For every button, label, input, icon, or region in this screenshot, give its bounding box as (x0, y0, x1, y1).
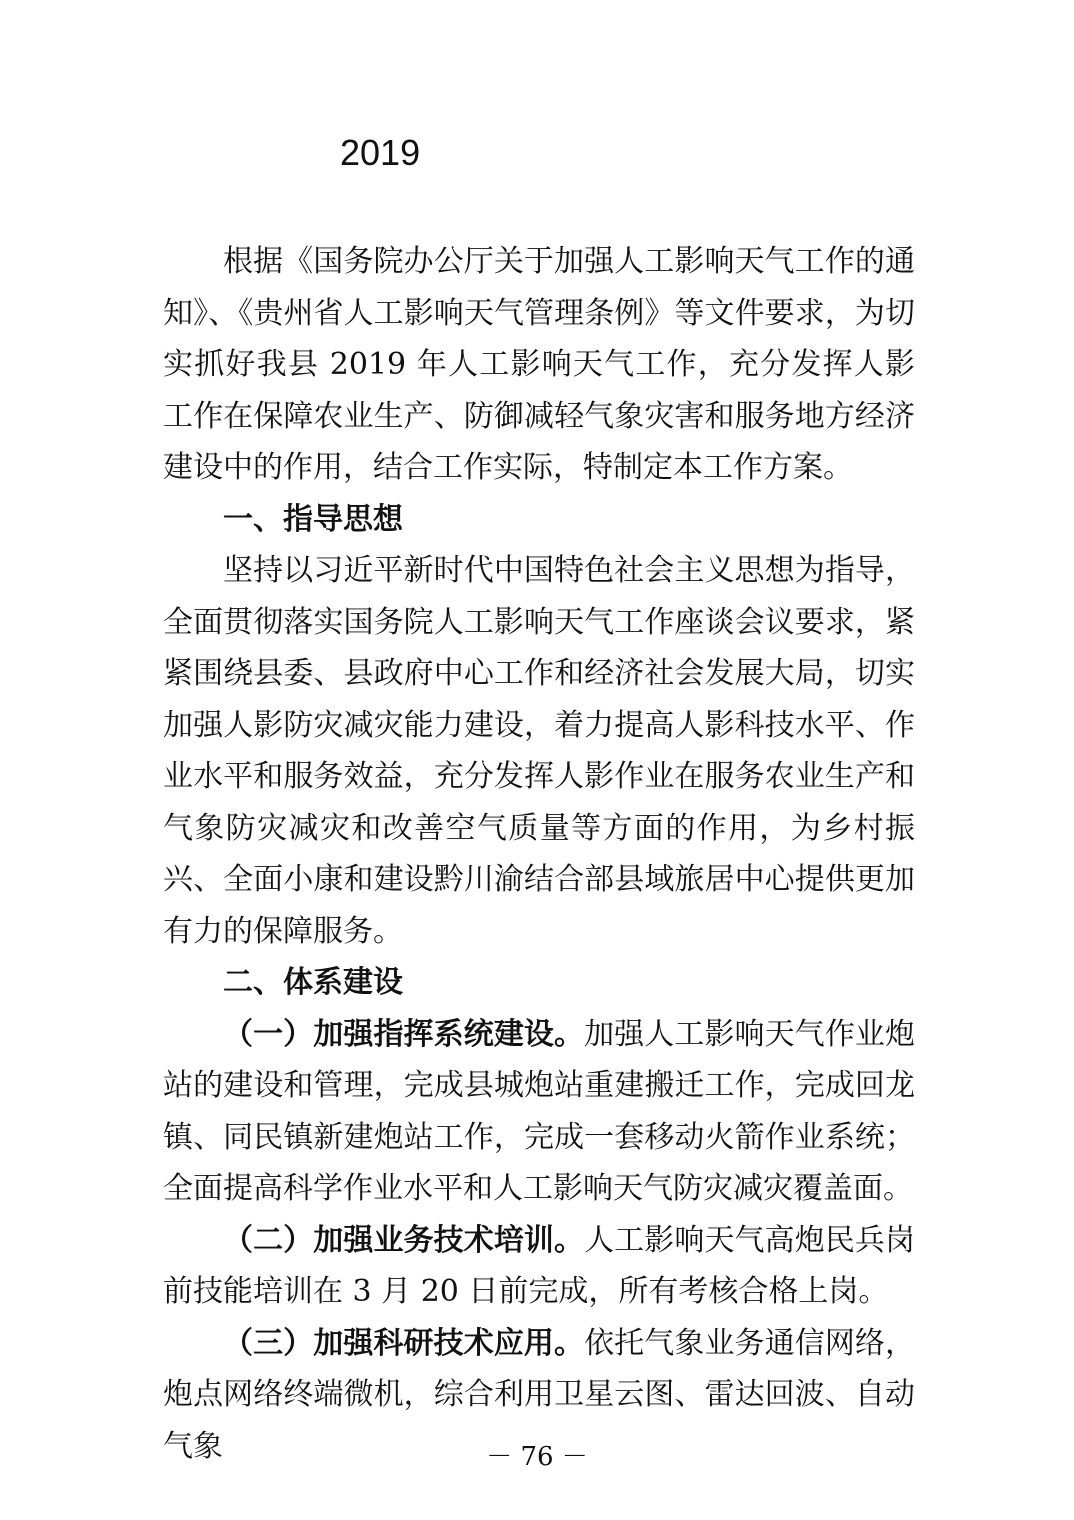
system-item-training-lead: （二）加强业务技术培训。 (223, 1222, 585, 1258)
system-item-command-lead: （一）加强指挥系统建设。 (223, 1016, 585, 1052)
page-number: － 76 － (486, 1442, 588, 1472)
system-item-research-text: 依托气象业务通信网络，炮点网络终端微机，综合利用卫星云图、雷达回波、自动气象 (163, 1325, 916, 1464)
system-item-research-lead: （三）加强科研技术应用。 (223, 1325, 585, 1361)
intro-paragraph: 根据《国务院办公厅关于加强人工影响天气工作的通知》、《贵州省人工影响天气管理条例》等文件要求，为切实抓好我县 2019 年人工影响天气工作，充分发挥人影工作在保障农业生产、防御减轻气象灾害和服务地方经济建设中的作用，结合工作实际，特制定本工作方案。 (163, 244, 915, 485)
section-heading-system-building: 二、体系建设 (223, 965, 403, 1000)
system-item-training (163, 1215, 915, 1318)
system-item-command-text: 加强人工影响天气作业炮站的建设和管理，完成县城炮站重建搬迁工作，完成回龙镇、同民镇新建炮站工作，完成一套移动火箭作业系统；全面提高科学作业水平和人工影响天气防灾减灾覆盖面。 (163, 1016, 916, 1206)
document-title-year: 2019 (340, 132, 421, 173)
section-heading-guiding-ideology: 一、指导思想 (223, 501, 403, 537)
document-body (163, 236, 915, 1472)
system-item-command (163, 1009, 915, 1215)
guiding-ideology-paragraph: 坚持以习近平新时代中国特色社会主义思想为指导，全面贯彻落实国务院人工影响天气工作座谈会议要求，紧紧围绕县委、县政府中心工作和经济社会发展大局，切实加强人影防灾减灾能力建设，着力提高人影科技水平、作业水平和服务效益，充分发挥人影作业在服务农业生产和气象防灾减灾和改善空气质量等方面的作用，为乡村振兴、全面小康和建设黔川渝结合部县域旅居中心提供更加有力的保障服务。 (163, 553, 915, 949)
system-item-training-text: 人工影响天气高炮民兵岗前技能培训在 3 月 20 日前完成，所有考核合格上岗。 (163, 1222, 916, 1309)
